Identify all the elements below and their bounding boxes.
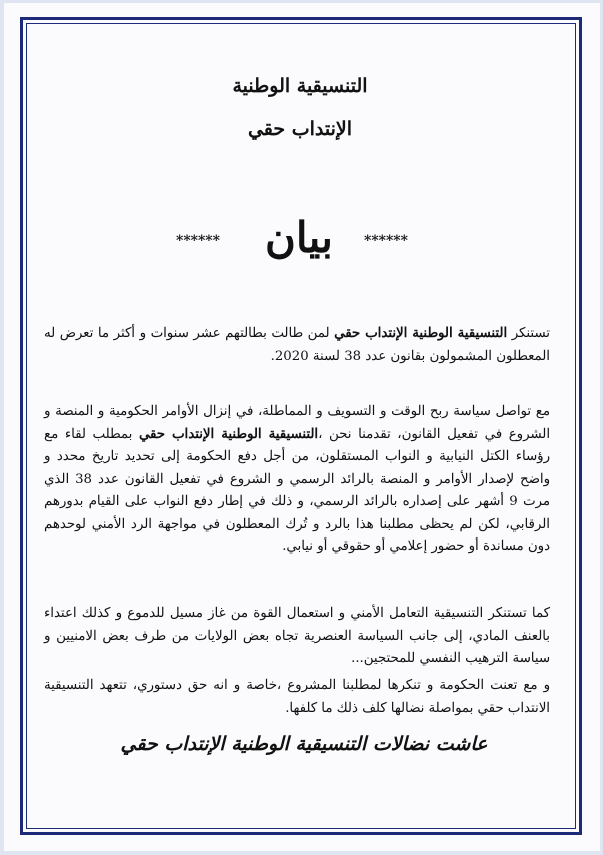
statement-title: بيان bbox=[264, 213, 333, 262]
stars-right: ****** bbox=[364, 233, 408, 249]
signature-line: عاشت نضالات التنسيقية الوطنية الإنتداب حقي bbox=[120, 733, 488, 755]
statement-heading bbox=[44, 213, 556, 273]
paragraph-4: و مع تعنت الحكومة و تنكرها لمطلبنا المشروع ،خاصة و انه حق دستوري، تتعهد التنسيقية الانتداب حقي بمواصلة نضالها كلف ذلك ما كلفها. bbox=[44, 678, 550, 716]
p1-org-bold: التنسيقية الوطنية الإنتداب حقي bbox=[334, 326, 508, 341]
p2-part-b: بمطلب لقاء مع رؤساء الكتل النيابية و النواب المستقلون، من أجل دفع الحكومة إلى تحديد تاريخ محدد و واضح لإصدار الأوامر و المنصة بالرائد الرسمي و الشروع في تفعيل القانون عدد 38 الذي مرت 9 أشهر على إصداره بالرائد الرسمي، و ذلك في إطار دفع النواب على القيام بدورهم الرقابي، لكن لم يحظى مطلبنا هذا بالرد و تُرك المعطلون في مواجهة الرد الأمني لوحدهم دون مساندة أو حضور إعلامي أو حقوقي أو نيابي. bbox=[44, 426, 550, 554]
p1-post: لمن طالت بطالتهم عشر سنوات و أكثر ما تعرض له المعطلون المشمولون بقانون عدد 38 لسنة 2020. bbox=[44, 326, 550, 364]
organization-name: التنسيقية الوطنية bbox=[232, 75, 368, 97]
paragraph-1 bbox=[44, 323, 550, 368]
p1-pre: تستنكر bbox=[507, 326, 550, 341]
paragraph-3: كما تستنكر التنسيقية التعامل الأمني و استعمال القوة من غاز مسيل للدموع و كذلك اعتداء بالعنف المادي، إلى جانب السياسة العنصرية تجاه بعض الولايات من طرف بعض الامنيين و سياسة الترهيب النفسي للمحتجين... bbox=[44, 606, 550, 666]
stars-left: ****** bbox=[176, 233, 220, 249]
document-content bbox=[44, 3, 556, 851]
p2-org-bold: التنسيقية الوطنية الإنتداب حقي bbox=[138, 426, 319, 442]
document-page bbox=[4, 3, 600, 851]
paragraph-2 bbox=[44, 401, 550, 559]
campaign-name: الإنتداب حقي bbox=[247, 118, 353, 140]
p2-part-a: مع تواصل سياسة ربح الوقت و التسويف و المماطلة، في إنزال الأوامر الحكومية و المنصة و الشروع في تفعيل القانون، تقدمنا نحن ، bbox=[44, 404, 551, 442]
